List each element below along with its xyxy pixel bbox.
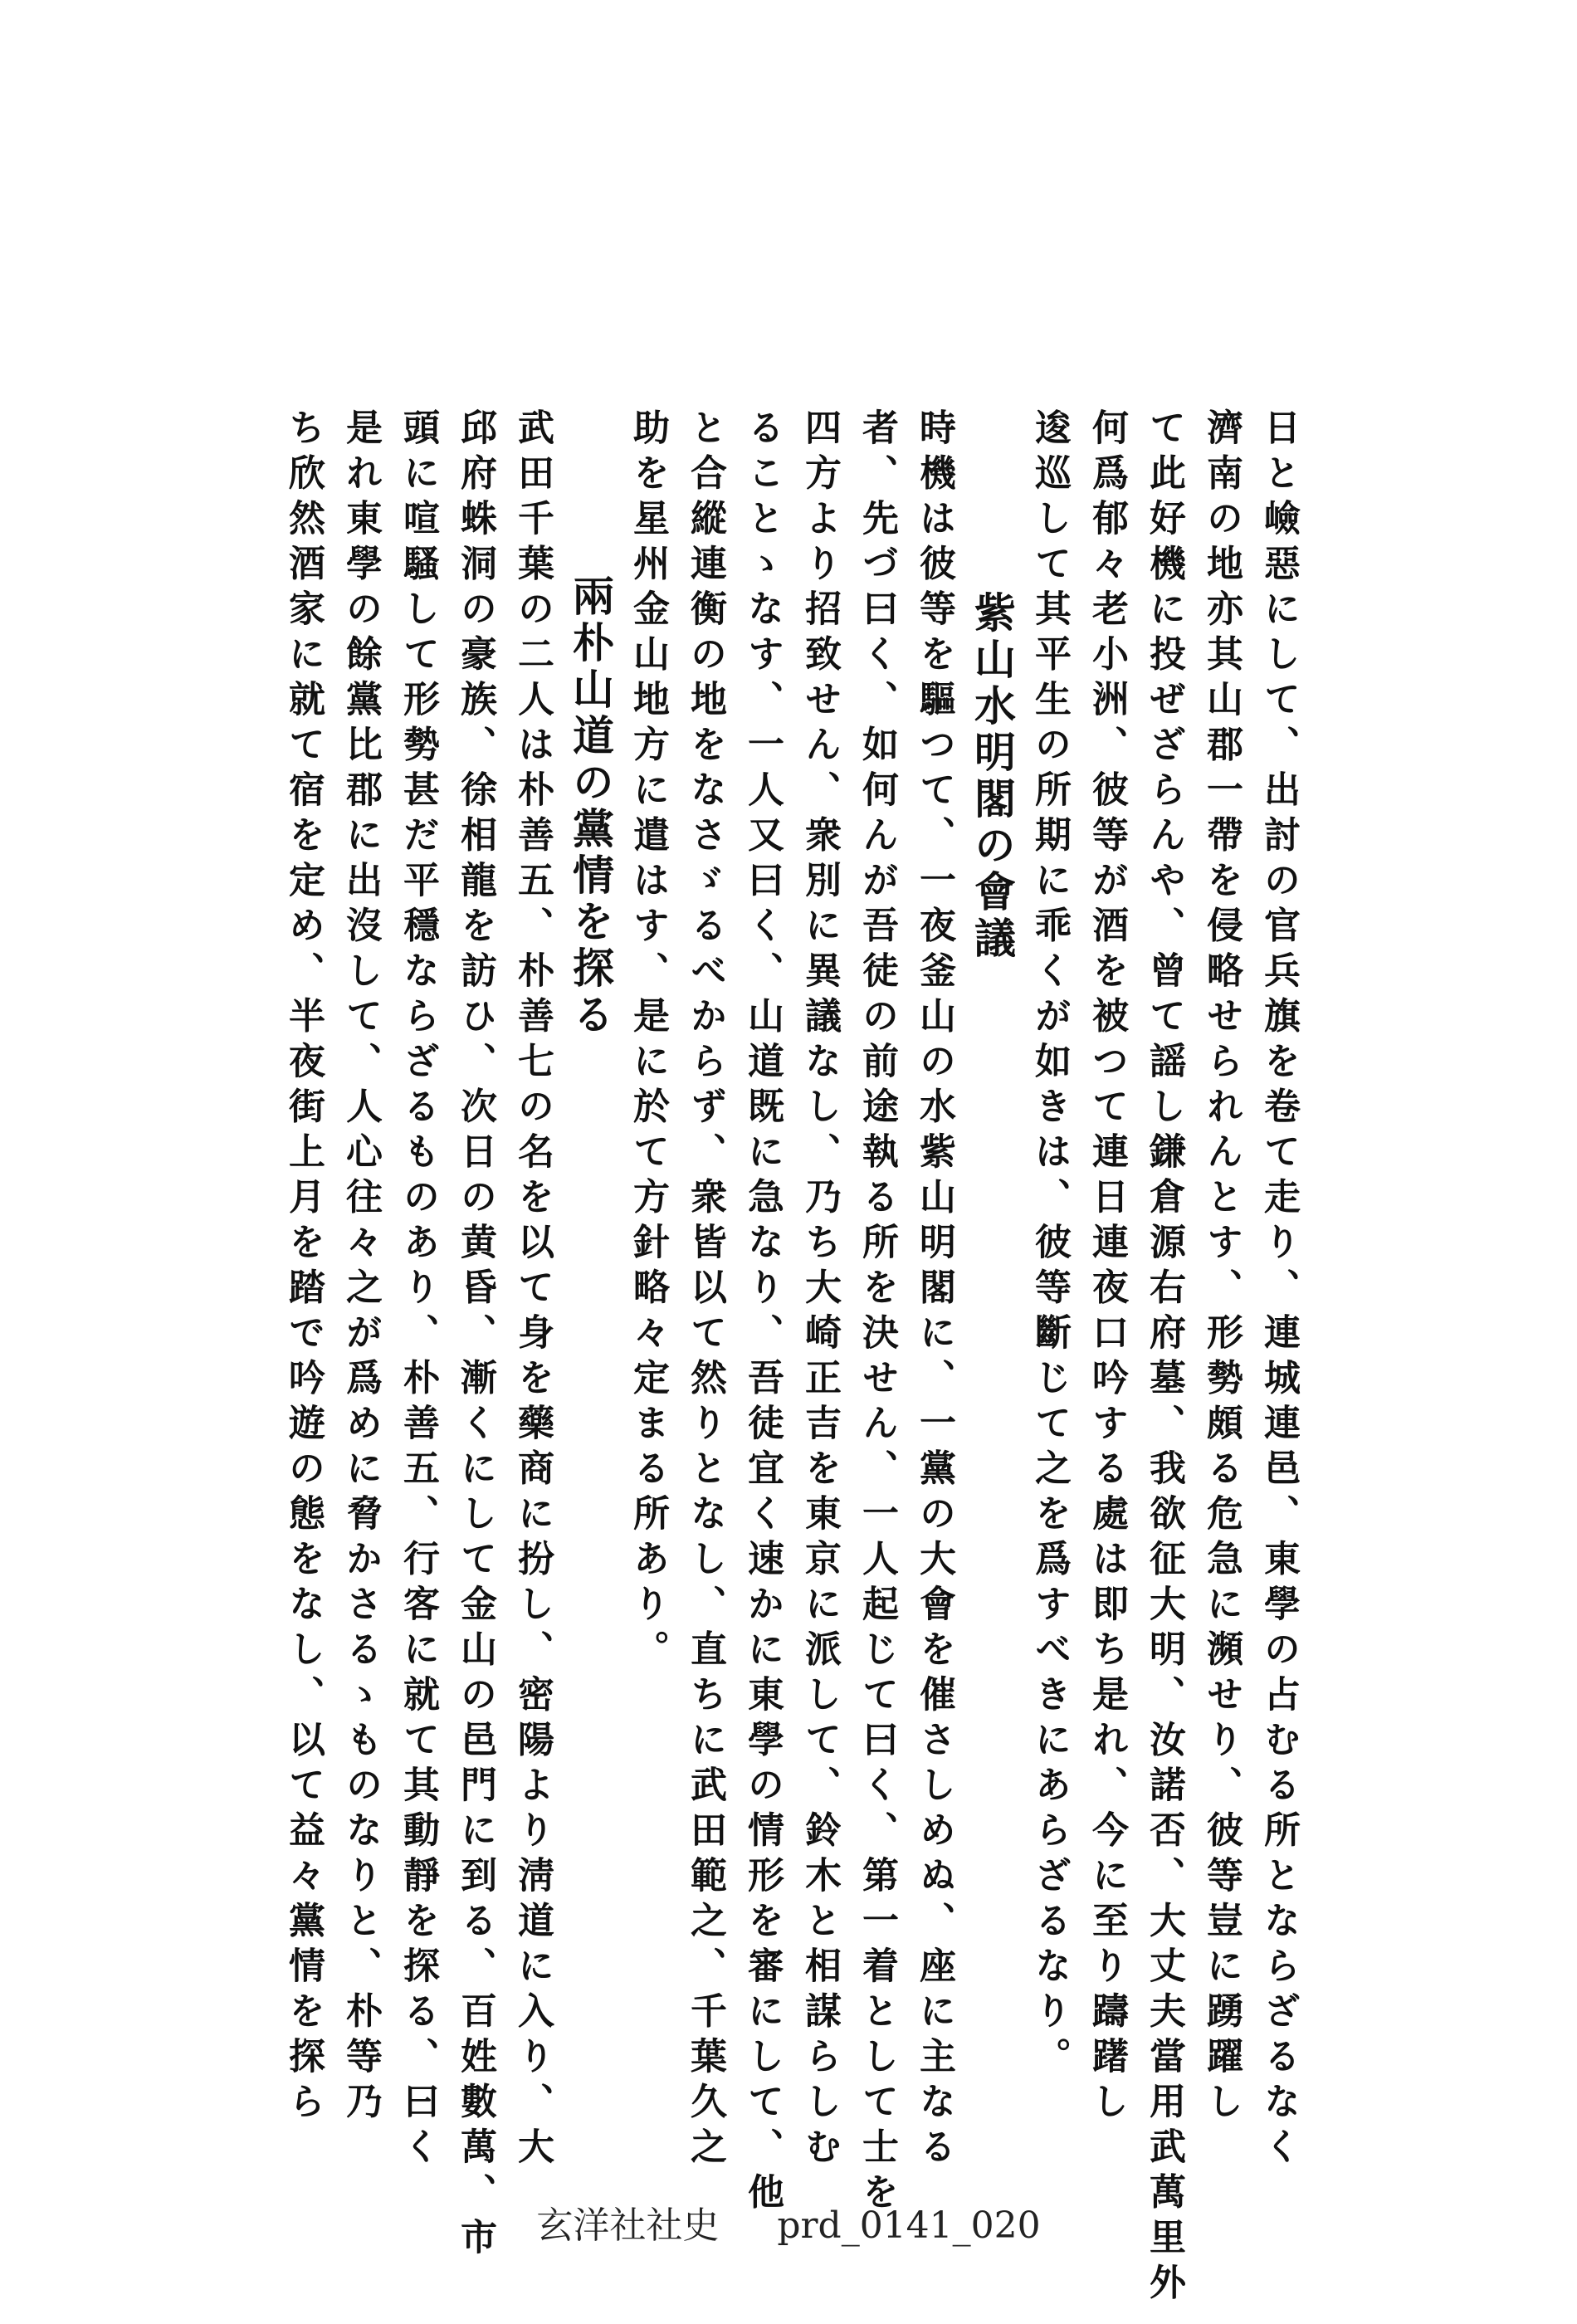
text-column: 頭に喧騷して形勢甚だ平穩ならざるものあり、朴善五、行客に就て其動靜を探る、曰く [397, 408, 439, 2173]
page-footer [0, 2195, 1577, 2248]
text-column: 日と嶮惡にして、出討の官兵旗を卷て走り、連城連邑、東學の占むる所とならざるなく [1257, 408, 1300, 2173]
text-column: 助を星州金山地方に遣はす、是に於て方針略々定まる所あり。 [627, 408, 669, 1675]
section-heading: 兩朴山道の黨情を探る [566, 574, 615, 1039]
text-column: 時機は彼等を驅つて、一夜釜山の水紫山明閣に、一黨の大會を催さしめぬ、座に主なる [913, 408, 955, 2173]
footer-code: prd_0141_020 [777, 2204, 1041, 2247]
text-column: 四方より招致せん、衆別に異議なし、乃ち大崎正吉を東京に派して、鈴木と相謀らしむ [798, 408, 841, 2173]
text-column: と合縱連衡の地をなさゞるべからず、衆皆以て然りとなし、直ちに武田範之、千葉久之 [684, 408, 726, 2173]
text-column: て此好機に投ぜざらんや、曾て謡し鎌倉源右府墓、我欲征大明、汝諾否、大丈夫當用武萬里外 [1143, 408, 1185, 2308]
section-heading: 紫山水明閣の會議 [968, 591, 1017, 963]
text-column: ることゝなす、一人又曰く、山道既に急なり、吾徒宜く速かに東學の情形を審にして、他 [741, 408, 784, 2218]
footer-title: 玄洋社社史 [536, 2204, 720, 2247]
text-column: 逡巡して其平生の所期に乖くが如きは、彼等斷じて之を爲すべきにあらざるなり。 [1028, 408, 1071, 2082]
text-column: 武田千葉の二人は朴善五、朴善七の名を以て身を藥商に扮し、密陽より淸道に入り、大 [511, 408, 554, 2173]
text-column: 是れ東學の餘黨比郡に出沒して、人心往々之が爲めに脅かさるゝものなりと、朴等乃 [339, 408, 382, 2127]
text-column: 濟南の地亦其山郡一帶を侵略せられんとす、形勢頗る危急に瀕せり、彼等豈に踴躍し [1200, 408, 1243, 2127]
text-column: ち欣然酒家に就て宿を定め、半夜街上月を踏で吟遊の態をなし、以て益々黨情を探ら [282, 408, 325, 2127]
text-column: 邱府蛛洞の豪族、徐相龍を訪ひ、次日の黄昏、漸くにして金山の邑門に到る、百姓數萬、市 [454, 408, 496, 2263]
text-column: 何爲郁々老小洲、彼等が酒を被つて連日連夜口吟する處は即ち是れ、今に至り躊躇し [1086, 408, 1128, 2127]
text-column: 者、先づ曰く、如何んが吾徒の前途執る所を決せん、一人起じて曰く、第一着として士を [856, 408, 898, 2218]
